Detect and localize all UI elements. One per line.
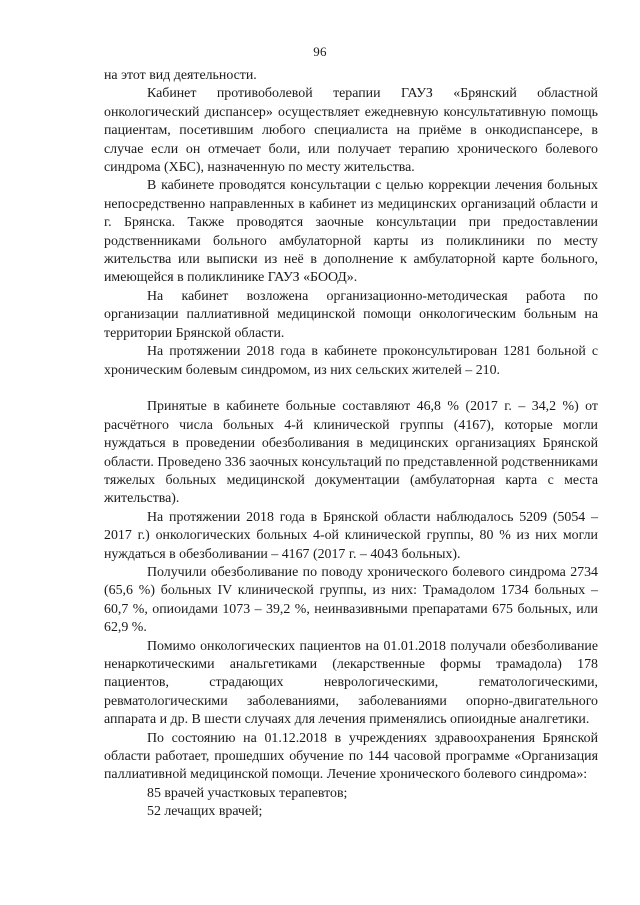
paragraph-consulted-count: На протяжении 2018 года в кабинете проконсультирован 1281 больной с хроническим болевым синдромом, из них сельских жителей – 210. bbox=[104, 344, 598, 378]
paragraph-non-oncology-patients: Помимо онкологических пациентов на 01.01.2018 получали обезболивание ненаркотическими анальгетиками (лекарственные формы трамадола) 178 пациентов, страдающих неврологическими, гематологическими, ревматологическими заболеваниями, заболеваниями опорно-двигательного аппарата и др. В шести случаях для лечения применялись опиоидные аналгетики. bbox=[104, 638, 598, 728]
list-item-doctors: 52 лечащих врачей; bbox=[147, 804, 263, 820]
list-item-therapists: 85 врачей участковых терапевтов; bbox=[147, 785, 348, 801]
paragraph-training-status: По состоянию на 01.12.2018 в учреждениях здравоохранения Брянской области работает, прошедших обучение по 144 часовой программе «Организация паллиативной медицинской помощи. Лечение хронического болевого синдрома»: bbox=[104, 730, 598, 783]
page-number: 96 bbox=[313, 44, 327, 59]
paragraph-continuation: на этот вид деятельности. bbox=[104, 68, 257, 83]
paragraph-accepted-patients: Принятые в кабинете больные составляют 46,8 % (2017 г. – 34,2 %) от расчётного числа больных 4-й клинической группы (4167), которые могли нуждаться в проведении обезболивания в медицинских организациях Брянской области. Проведено 336 заочных консультаций по представленной родственниками тяжелых больных медицинской документации (амбулаторная карта с места жительства). bbox=[104, 399, 598, 507]
blank-line bbox=[104, 380, 598, 398]
paragraph-pain-relief-stats: Получили обезболивание по поводу хронического болевого синдрома 2734 (65,6 %) больных IV клинической группы, из них: Трамадолом 1734 больных – 60,7 %, опиоидами 1073 – 39,2 %, неинвазивными препаратами 675 больных, или 62,9 %. bbox=[104, 564, 598, 636]
paragraph-methodical-work: На кабинет возложена организационно-методическая работа по организации паллиативной медицинской помощи онкологическим больным на территории Брянской области. bbox=[104, 288, 598, 341]
paragraph-regional-observation: На протяжении 2018 года в Брянской области наблюдалось 5209 (5054 – 2017 г.) онкологических больных 4-ой клинической группы, 80 % из них могли нуждаться в обезболивании – 4167 (2017 г. – 4043 больных). bbox=[104, 509, 598, 562]
paragraph-cabinet-description: Кабинет противоболевой терапии ГАУЗ «Брянский областной онкологический диспансер» осуществляет ежедневную консультативную помощь пациентам, посетившим любого специалиста на приёме в онкодиспансере, в случае если он отмечает боли, или получает терапию хронического болевого синдрома (ХБС), назначенную по месту жительства. bbox=[104, 86, 598, 176]
paragraph-consultations: В кабинете проводятся консультации с целью коррекции лечения больных непосредственно направленных в кабинет из медицинских организаций области и г. Брянска. Также проводятся заочные консультации при предоставлении родственниками больного амбулаторной карты из поликлиники по месту жительства или выписки из неё в дополнение к амбулаторной карте больного, имеющейся в поликлинике ГАУЗ «БООД». bbox=[104, 178, 598, 286]
document-body bbox=[104, 67, 598, 822]
